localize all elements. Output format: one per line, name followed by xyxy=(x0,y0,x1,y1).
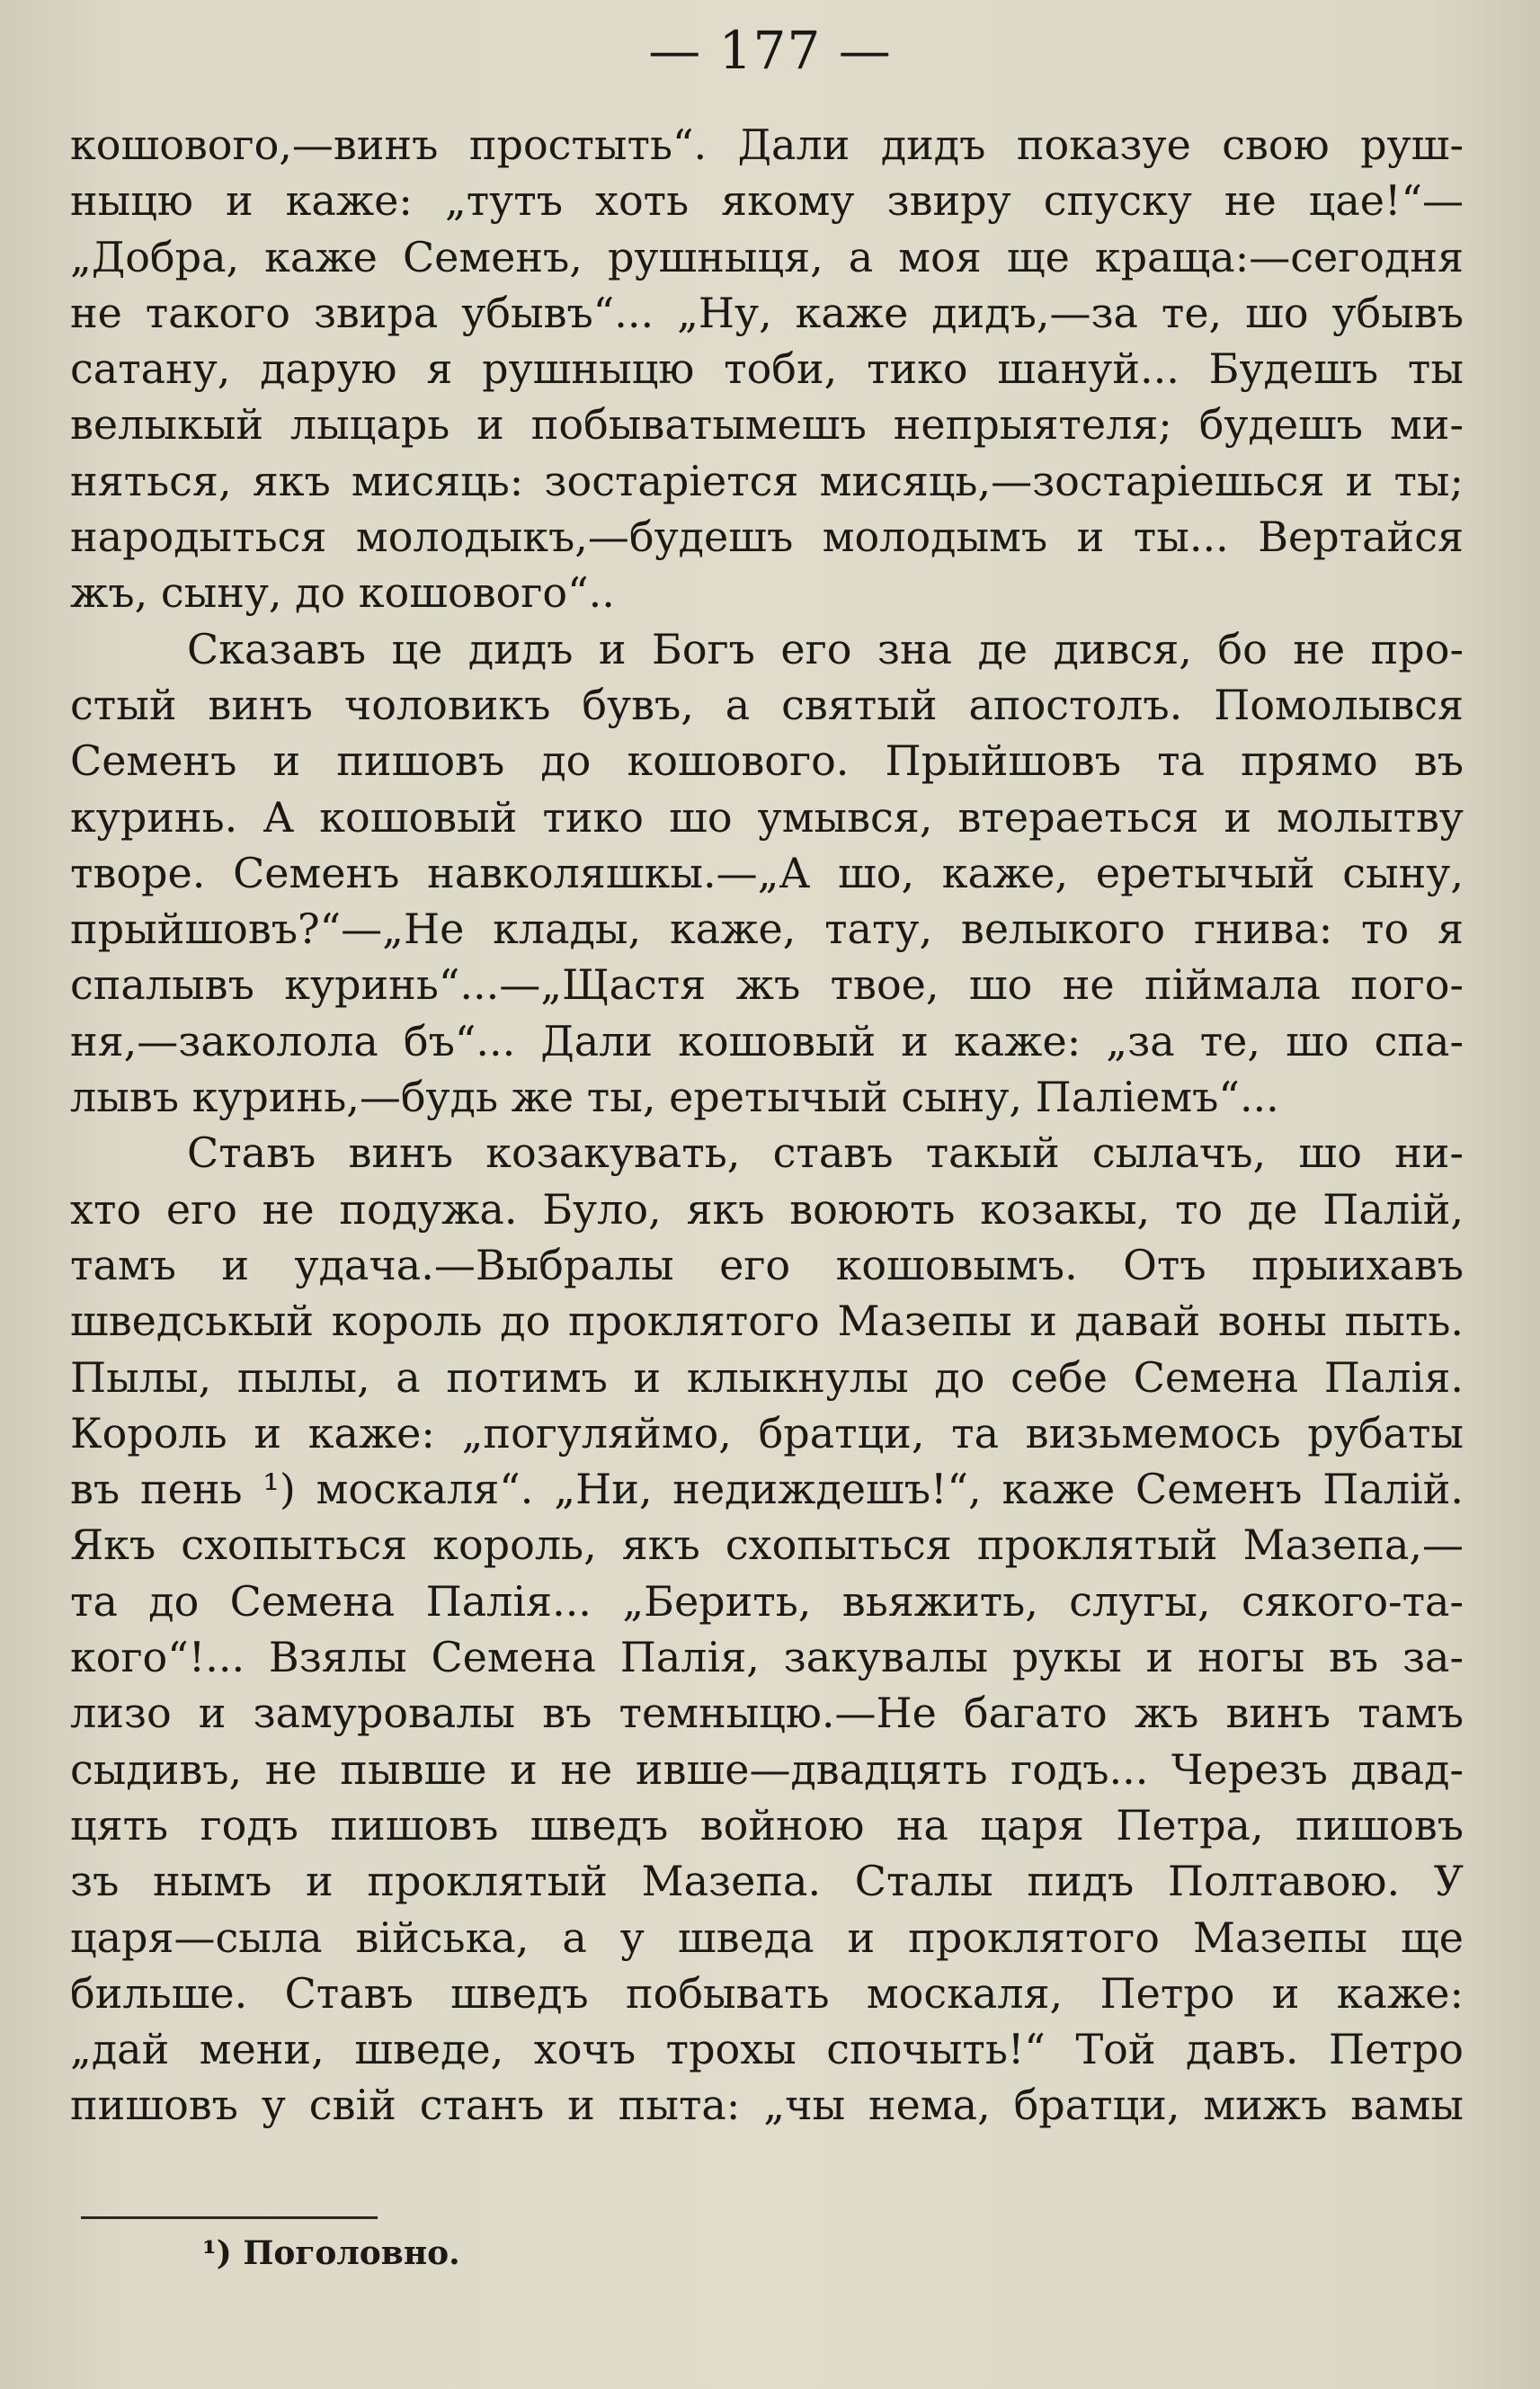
text-line: хто его не подужа. Було, якъ воюють козакы, то де Палій, xyxy=(70,1184,1464,1234)
text-line: спалывъ куринь“...—„Щастя жъ твое, шо не піймала пого- xyxy=(70,960,1464,1010)
paragraph-start-line: Сказавъ це дидъ и Богъ его зна де дився, бо не про- xyxy=(187,624,1464,673)
text-line: бильше. Ставъ шведъ побывать москаля, Петро и каже: xyxy=(70,1968,1464,2018)
text-line: шведськый король до проклятого Мазепы и давай воны пыть. xyxy=(70,1297,1464,1346)
text-line: Король и каже: „погуляймо, братци, та визьмемось рубаты xyxy=(70,1408,1464,1457)
text-line: стый винъ чоловикъ бувъ, а святый апостолъ. Помолывся xyxy=(70,680,1464,729)
text-line: ныцю и каже: „тутъ хоть якому звиру спуску не цае!“— xyxy=(70,176,1464,226)
text-line: въ пень ¹) москаля“. „Ни, недиждешъ!“, каже Семенъ Палій. xyxy=(70,1465,1464,1514)
text-line: сатану, дарую я рушныцю тоби, тико шануй... Будешъ ты xyxy=(70,344,1464,394)
text-line: народыться молодыкъ,—будешъ молодымъ и ты... Вертайся xyxy=(70,513,1464,562)
text-line: зъ нымъ и проклятый Мазепа. Сталы пидъ Полтавою. У xyxy=(70,1857,1464,1906)
text-line: кошового,—винъ простыть“. Дали дидъ показуе свою руш- xyxy=(70,120,1464,169)
text-line: няться, якъ мисяць: зостаріется мисяць,—зостаріешься и ты; xyxy=(70,456,1464,505)
text-line: царя—сыла війська, а у шведа и проклятого Мазепы ще xyxy=(70,1912,1464,1962)
text-line: жъ, сыну, до кошового“.. xyxy=(70,568,615,618)
text-line: цять годъ пишовъ шведъ войною на царя Петра, пишовъ xyxy=(70,1800,1464,1850)
text-line: лизо и замуровалы въ темныцю.—Не багато жъ винъ тамъ xyxy=(70,1689,1464,1738)
text-line: лывъ куринь,—будь же ты, еретычый сыну, Паліемъ“... xyxy=(70,1073,1279,1122)
text-line: та до Семена Палія... „Берить, вьяжить, слугы, сякого-та- xyxy=(70,1576,1464,1626)
text-line: творе. Семенъ навколяшкы.—„А шо, каже, еретычый сыну, xyxy=(70,848,1464,897)
text-line: Пылы, пылы, а потимъ и клыкнулы до себе Семена Палія. xyxy=(70,1352,1464,1402)
text-line: Якъ схопыться король, якъ схопыться проклятый Мазепа,— xyxy=(70,1520,1464,1570)
footnote-divider xyxy=(81,2216,378,2219)
page-number: — 177 — xyxy=(648,20,892,81)
text-line: ня,—заколола бъ“... Дали кошовый и каже: „за те, шо спа- xyxy=(70,1016,1464,1065)
body-text xyxy=(70,117,1464,2134)
text-line: Семенъ и пишовъ до кошового. Прыйшовъ та прямо въ xyxy=(70,736,1464,786)
text-line: сыдивъ, не пывше и не ивше—двадцять годъ... Черезъ двад- xyxy=(70,1744,1464,1794)
footnote: ¹) Поголовно. xyxy=(202,2234,460,2272)
text-line: кого“!... Взялы Семена Палія, закувалы рукы и ногы въ за- xyxy=(70,1633,1464,1682)
text-line: прыйшовъ?“—„Не клады, каже, тату, велыкого гнива: то я xyxy=(70,905,1464,954)
text-line: велыкый лыцарь и побыватымешъ непрыятеля; будешъ ми- xyxy=(70,400,1464,450)
text-line: „дай мени, шведе, хочъ трохы спочыть!“ Той давъ. Петро xyxy=(70,2025,1464,2074)
text-line: „Добра, каже Семенъ, рушныця, а моя ще краща:—сегодня xyxy=(70,232,1464,281)
text-line: куринь. А кошовый тико шо умывся, втераеться и молытву xyxy=(70,792,1464,842)
paragraph-start-line: Ставъ винъ козакувать, ставъ такый сылачъ, шо ни- xyxy=(187,1128,1464,1178)
text-line: тамъ и удача.—Выбралы его кошовымъ. Отъ прыихавъ xyxy=(70,1240,1464,1289)
text-line: не такого звира убывъ“... „Ну, каже дидъ,—за те, шо убывъ xyxy=(70,288,1464,337)
text-line: пишовъ у свій станъ и пыта: „чы нема, братци, мижъ вамы xyxy=(70,2081,1464,2130)
